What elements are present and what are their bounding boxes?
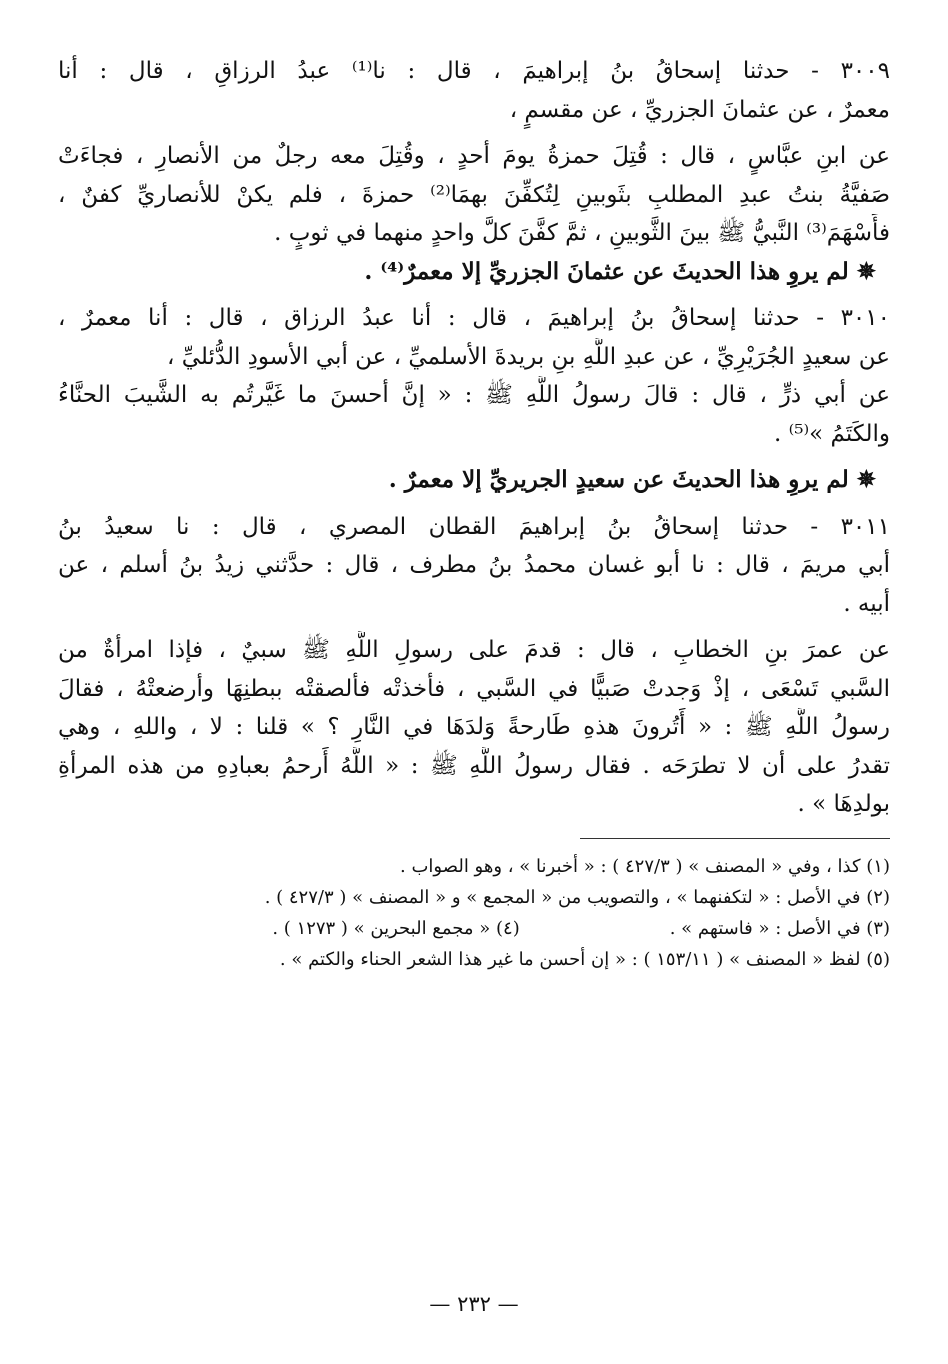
hadith-3010-matn [58,376,890,453]
hadith-3011-header [58,508,890,624]
text-line: أبي مريمَ ، قال : نا أبو غسان محمدُ بنُ مطرف ، قال : حدَّثني زيدُ بنُ أسلم ، عن [58,552,890,578]
hadith-3009-matn [58,137,890,253]
text-line: أبيه . [843,590,890,617]
footnotes [58,851,890,975]
footnote-separator [580,838,890,839]
footnote-3: (٣) في الأصل : « فاستهم » . [669,917,890,939]
text-line: ٣٠٠٩ - حدثنا إسحاقُ بنُ إبراهيمَ ، قال : نا⁽¹⁾ عبدُ الرزاقِ ، قال : أنا [58,58,890,84]
page-number: — ٢٣٢ — [429,1292,519,1316]
footnote-5: (٥) لفظ « المصنف » ( ١٥٣/١١ ) : « إن أحسن ما غير هذا الشعر الحناء والكتم » . [279,948,890,970]
hadith-3009-note: ✵ لم يروِ هذا الحديثَ عن عثمانَ الجزريِّ إلا معمرٌ⁽⁴⁾ . [364,257,876,285]
text-line: والكَتَمُ »⁽⁵⁾ . [773,420,890,447]
hadith-3010-note: ✵ لم يروِ هذا الحديثَ عن سعيدٍ الجريريِّ إلا معمرٌ . [388,466,876,493]
footnote-2: (٢) في الأصل : « لتكفنهما » ، والتصويب من « المجمع » و « المصنف » ( ٤٢٧/٣ ) . [264,886,890,908]
footnote-row-3-4 [58,913,890,944]
hadith-3010-header [58,299,890,376]
text-line: تقدرُ على أن لا تطرَحَه . فقال رسولُ اللَّهِ ﷺ : « اللَّهُ أَرحمُ بعبادِهِ من هذه المرأةِ [58,752,890,779]
text-line: فأَسْهَمَ⁽³⁾ النَّبيُّ ﷺ بينَ الثَّوبينِ ، ثمَّ كفَّنَ كلَّ واحدٍ منهما في ثوبٍ . [274,220,890,246]
text-line: عن أبي ذرٍّ ، قال : قالَ رسولُ اللَّهِ ﷺ : « إنَّ أحسنَ ما غَيَّرتُم به الشَّيبَ الحنَّاءُ [58,382,890,408]
text-line: معمرٌ ، عن عثمانَ الجزريِّ ، عن مقسمٍ ، [509,96,890,123]
text-line: عن سعيدٍ الجُرَيْرِيِّ ، عن عبدِ اللَّهِ بنِ بريدةَ الأسلميِّ ، عن أبي الأسودِ الدُّئليِّ ، [166,343,890,370]
footnote-1: (١) كذا ، وفي « المصنف » ( ٤٢٧/٣ ) : « أخبرنا » ، وهو الصواب . [400,855,890,877]
hadith-3009-header [58,52,890,129]
text-line: بولدِهَا » . [797,791,890,817]
text-line: ٣٠١٠ - حدثنا إسحاقُ بنُ إبراهيمَ ، قال : أنا عبدُ الرزاق ، قال : أنا معمرٌ ، [58,305,890,331]
text-line: ٣٠١١ - حدثنا إسحاقُ بنُ إبراهيمَ القطان المصري ، قال : نا سعيدُ بنُ [58,513,890,540]
text-line: صَفيَّةُ بنتُ عبدِ المطلبِ بثَوبينِ لِتُكفِّنَ بهمَا⁽²⁾ حمزةَ ، فلم يكنْ للأنصاريِّ كفنٌ ، [58,181,890,208]
footnote-4: (٤) « مجمع البحرين » ( ١٢٧٣ ) . [272,917,520,939]
text-line: عن ابنِ عبَّاسٍ ، قال : قُتِلَ حمزةُ يومَ أحدٍ ، وقُتِلَ معه رجلٌ من الأنصارِ ، فجاءَتْ [58,143,890,169]
text-line: السَّبي تَسْعَى ، إذْ وَجدتْ صَبيًّا في السَّبي ، فأخذتْه فألصقتْه ببطنِهَا وأرضعتْهُ ، فقالَ [58,675,890,702]
text-line: رسولُ اللَّهِ ﷺ : « أَتُرونَ هذهِ طَارحةً وَلدَهَا في النَّارِ ؟ » قلنا : لا ، واللهِ ، وهي [58,714,890,740]
hadith-3011-matn [58,631,890,824]
text-line: عن عمرَ بنِ الخطابِ ، قال : قدمَ على رسولِ اللَّهِ ﷺ سبيٌ ، فإذا امرأةٌ من [58,637,890,663]
